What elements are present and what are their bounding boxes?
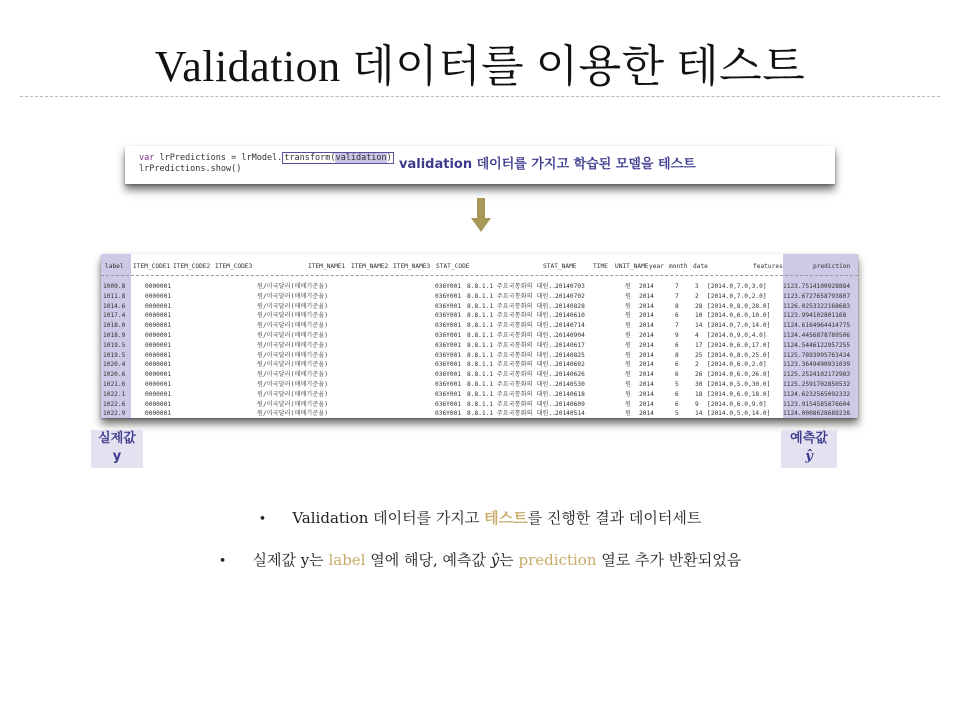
- slide-title: Validation 데이터를 이용한 테스트: [154, 42, 806, 91]
- bullet2-prediction-word: prediction: [518, 551, 597, 569]
- table-cell-prediction: 1125.7893995763434: [783, 351, 851, 359]
- table-cell-label: 1019.5: [103, 341, 126, 349]
- table-cell-sc: 036Y001: [435, 351, 462, 359]
- table-row: [103, 341, 858, 351]
- table-cell-year: 2014: [639, 322, 654, 330]
- table-cell-label: 1021.6: [103, 381, 126, 388]
- table-cell-month: 7: [675, 283, 679, 290]
- table-cell-year: 2014: [639, 332, 654, 339]
- table-cell-c1: 0000001: [145, 283, 172, 290]
- table-row: [103, 400, 858, 410]
- code-line2: lrPredictions.show(): [139, 164, 242, 174]
- table-cell-date: 3: [695, 283, 699, 290]
- table-cell-sn: 8.8.1.1 주요국통화의 대원...: [467, 341, 560, 349]
- table-cell-c1: 0000001: [145, 400, 172, 408]
- table-cell-unit: 원: [625, 361, 631, 369]
- table-cell-date: 30: [695, 381, 703, 388]
- table-cell-month: 6: [675, 400, 679, 408]
- table-cell-month: 5: [675, 381, 679, 388]
- table-cell-n1: 원/미국달러(매매기준율): [257, 400, 328, 408]
- bullet-point-2: [0, 549, 960, 570]
- table-cell-prediction: 1126.0253322168683: [783, 302, 851, 310]
- column-header: year: [649, 263, 664, 270]
- bullet1-text-a: Validation 데이터를 가지고: [292, 509, 485, 527]
- predicted-value-text: 예측값: [790, 431, 828, 446]
- table-cell-date: 9: [695, 400, 699, 408]
- table-row: [103, 351, 858, 361]
- table-cell-sc: 036Y001: [435, 341, 462, 349]
- table-cell-c1: 0000001: [145, 361, 172, 369]
- table-cell-sc: 036Y001: [435, 410, 462, 418]
- column-header: features: [753, 263, 783, 270]
- table-cell-year: 2014: [639, 351, 654, 359]
- table-cell-features: [2014.0,5.0,30.0]: [707, 381, 771, 388]
- table-cell-sc: 036Y001: [435, 361, 462, 369]
- table-cell-n1: 원/미국달러(매매기준율): [257, 292, 328, 300]
- table-cell-prediction: 1124.6164964414775: [783, 322, 851, 330]
- bullet2-yhat: ŷ: [490, 551, 500, 569]
- bullet2-label-word: label: [328, 551, 366, 569]
- table-cell-prediction: 1123.7514100928884: [783, 283, 851, 290]
- table-cell-sc: 036Y001: [435, 371, 462, 379]
- table-cell-year: 2014: [639, 410, 654, 418]
- table-cell-year: 2014: [639, 371, 654, 379]
- table-cell-date: 18: [695, 390, 703, 398]
- table-cell-sn: 8.8.1.1 주요국통화의 대원...: [467, 390, 560, 398]
- bullet1-highlight: 테스트: [484, 509, 528, 527]
- table-cell-features: [2014.0,6.0,2.0]: [707, 361, 767, 369]
- table-row: [103, 321, 858, 331]
- table-cell-unit: 원: [625, 312, 631, 320]
- table-cell-label: 1020.4: [103, 361, 126, 369]
- column-header: ITEM_NAME3: [393, 263, 431, 270]
- table-cell-sn: 8.8.1.1 주요국통화의 대원...: [467, 371, 560, 379]
- column-header: ITEM_CODE1: [133, 263, 171, 270]
- table-cell-time: 20140514: [555, 410, 585, 418]
- table-cell-unit: 원: [625, 302, 631, 310]
- table-cell-n1: 원/미국달러(매매기준율): [257, 361, 328, 369]
- table-cell-sn: 8.8.1.1 주요국통화의 대원...: [467, 312, 560, 320]
- table-cell-month: 7: [675, 322, 679, 330]
- table-cell-features: [2014.0,7.0,3.0]: [707, 283, 767, 290]
- bullet-marker: •: [218, 554, 227, 569]
- table-cell-month: 8: [675, 302, 679, 310]
- table-cell-features: [2014.0,8.0,25.0]: [707, 351, 771, 359]
- table-cell-unit: 원: [625, 390, 631, 398]
- table-cell-features: [2014.0,8.0,28.0]: [707, 302, 771, 310]
- table-cell-time: 20140702: [555, 292, 585, 300]
- code-transform-call: transform(: [284, 153, 336, 163]
- table-cell-n1: 원/미국달러(매매기준율): [257, 371, 328, 379]
- table-cell-date: 26: [695, 371, 703, 379]
- table-cell-sn: 8.8.1.1 주요국통화의 대원...: [467, 361, 560, 369]
- table-cell-label: 1020.6: [103, 371, 126, 379]
- table-cell-c1: 0000001: [145, 322, 172, 330]
- bullet1-text-c: 를 진행한 결과 데이터세트: [527, 509, 702, 527]
- table-cell-time: 20140609: [555, 400, 585, 408]
- table-cell-label: 1011.8: [103, 292, 126, 300]
- code-snippet-panel: [125, 146, 835, 184]
- table-cell-label: 1018.0: [103, 322, 126, 330]
- table-cell-label: 1014.6: [103, 302, 126, 310]
- table-cell-prediction: 1125.2524102172983: [783, 371, 851, 379]
- table-row: [103, 282, 858, 292]
- table-cell-features: [2014.0,6.0,10.0]: [707, 312, 771, 320]
- table-cell-date: 28: [695, 302, 703, 310]
- table-cell-month: 6: [675, 312, 679, 320]
- table-cell-n1: 원/미국달러(매매기준율): [257, 283, 328, 290]
- table-cell-time: 20140828: [555, 302, 585, 310]
- column-header: UNIT_NAME: [615, 263, 649, 270]
- column-header: label: [105, 263, 124, 270]
- table-cell-features: [2014.0,6.0,9.0]: [707, 400, 767, 408]
- table-cell-year: 2014: [639, 292, 654, 300]
- table-cell-c1: 0000001: [145, 312, 172, 320]
- table-row: [103, 311, 858, 321]
- table-cell-date: 10: [695, 312, 703, 320]
- table-cell-date: 2: [695, 361, 699, 369]
- table-cell-month: 7: [675, 292, 679, 300]
- table-cell-prediction: 1123.3649490931039: [783, 361, 851, 369]
- table-row: [103, 302, 858, 312]
- table-cell-unit: 원: [625, 400, 631, 408]
- table-cell-date: 4: [695, 332, 699, 339]
- table-cell-sn: 8.8.1.1 주요국통화의 대원...: [467, 410, 560, 418]
- table-cell-unit: 원: [625, 322, 631, 330]
- table-row: [103, 380, 858, 390]
- table-header-row: [103, 262, 858, 272]
- table-cell-c1: 0000001: [145, 381, 172, 388]
- table-cell-year: 2014: [639, 400, 654, 408]
- table-cell-features: [2014.0,9.0,4.0]: [707, 332, 767, 339]
- table-cell-c1: 0000001: [145, 332, 172, 339]
- bullet2-text-g: 열로 추가 반환되었음: [596, 551, 742, 569]
- table-cell-prediction: 1124.5446122957255: [783, 341, 851, 349]
- table-cell-month: 6: [675, 341, 679, 349]
- code-paren: ): [386, 153, 392, 163]
- table-cell-date: 17: [695, 341, 703, 349]
- table-cell-label: 1017.4: [103, 312, 126, 320]
- table-cell-prediction: 1125.2591702850532: [783, 381, 851, 388]
- table-cell-time: 20140610: [555, 312, 585, 320]
- actual-value-text: 실제값: [98, 431, 136, 446]
- code-line1-text: lrPredictions = lrModel.: [154, 153, 283, 163]
- table-cell-prediction: 1123.9154585876604: [783, 400, 851, 408]
- column-header: TIME: [593, 263, 608, 270]
- actual-value-symbol: y: [112, 449, 122, 464]
- table-cell-month: 9: [675, 332, 679, 339]
- table-cell-n1: 원/미국달러(매매기준율): [257, 312, 328, 320]
- table-cell-year: 2014: [639, 283, 654, 290]
- table-cell-label: 1022.6: [103, 400, 126, 408]
- table-cell-n1: 원/미국달러(매매기준율): [257, 302, 328, 310]
- table-cell-features: [2014.0,6.0,17.0]: [707, 341, 771, 349]
- table-cell-c1: 0000001: [145, 351, 172, 359]
- table-cell-n1: 원/미국달러(매매기준율): [257, 390, 328, 398]
- table-cell-sc: 036Y001: [435, 332, 462, 339]
- table-cell-date: 14: [695, 322, 703, 330]
- table-cell-c1: 0000001: [145, 341, 172, 349]
- table-cell-label: 1009.8: [103, 283, 126, 290]
- column-header: ITEM_CODE2: [173, 263, 211, 270]
- table-cell-sn: 8.8.1.1 주요국통화의 대원...: [467, 351, 560, 359]
- table-cell-year: 2014: [639, 361, 654, 369]
- column-header: date: [693, 263, 708, 270]
- table-cell-n1: 원/미국달러(매매기준율): [257, 332, 328, 339]
- table-cell-label: 1018.9: [103, 332, 126, 339]
- table-cell-sc: 036Y001: [435, 283, 462, 290]
- code-caption: validation 데이터를 가지고 학습된 모델을 테스트: [399, 157, 696, 172]
- table-cell-features: [2014.0,5.0,14.0]: [707, 410, 771, 418]
- title-divider: [20, 96, 940, 97]
- table-cell-sc: 036Y001: [435, 302, 462, 310]
- code-highlight-box: [282, 152, 394, 164]
- table-cell-month: 6: [675, 390, 679, 398]
- column-header: ITEM_NAME2: [351, 263, 389, 270]
- table-cell-time: 20140530: [555, 381, 585, 388]
- bullet2-text-c: 열에 해당, 예측값: [365, 551, 491, 569]
- table-cell-c1: 0000001: [145, 371, 172, 379]
- table-cell-features: [2014.0,7.0,2.0]: [707, 292, 767, 300]
- table-cell-sc: 036Y001: [435, 390, 462, 398]
- bullet2-text-e: 는: [499, 551, 519, 569]
- table-cell-time: 20140904: [555, 332, 585, 339]
- table-cell-sn: 8.8.1.1 주요국통화의 대원...: [467, 332, 560, 339]
- table-cell-sc: 036Y001: [435, 381, 462, 388]
- table-cell-features: [2014.0,7.0,14.0]: [707, 322, 771, 330]
- table-cell-sn: 8.8.1.1 주요국통화의 대원...: [467, 292, 560, 300]
- bullet-point-1: [0, 507, 960, 528]
- table-cell-prediction: 1124.0008628689238: [783, 410, 851, 418]
- table-cell-date: 2: [695, 292, 699, 300]
- table-cell-unit: 원: [625, 292, 631, 300]
- table-cell-sc: 036Y001: [435, 312, 462, 320]
- table-cell-n1: 원/미국달러(매매기준율): [257, 341, 328, 349]
- column-header: STAT_NAME: [543, 263, 577, 270]
- table-cell-time: 20140825: [555, 351, 585, 359]
- table-row: [103, 331, 858, 341]
- table-cell-sc: 036Y001: [435, 322, 462, 330]
- table-cell-label: 1022.1: [103, 390, 126, 398]
- table-cell-unit: 원: [625, 341, 631, 349]
- table-cell-sn: 8.8.1.1 주요국통화의 대원...: [467, 400, 560, 408]
- table-cell-unit: 원: [625, 332, 631, 339]
- table-cell-n1: 원/미국달러(매매기준율): [257, 351, 328, 359]
- code-block: [139, 153, 394, 175]
- table-cell-time: 20140626: [555, 371, 585, 379]
- table-cell-n1: 원/미국달러(매매기준율): [257, 322, 328, 330]
- table-cell-sc: 036Y001: [435, 292, 462, 300]
- table-cell-features: [2014.0,6.0,18.0]: [707, 390, 771, 398]
- bullet-marker: •: [258, 512, 267, 527]
- table-cell-unit: 원: [625, 381, 631, 388]
- table-cell-prediction: 1124.4456878789506: [783, 332, 851, 339]
- table-cell-sn: 8.8.1.1 주요국통화의 대원...: [467, 302, 560, 310]
- table-cell-time: 20140617: [555, 341, 585, 349]
- table-cell-unit: 원: [625, 371, 631, 379]
- table-row: [103, 390, 858, 400]
- table-cell-year: 2014: [639, 381, 654, 388]
- table-cell-year: 2014: [639, 341, 654, 349]
- code-keyword: var: [139, 153, 155, 163]
- table-cell-sn: 8.8.1.1 주요국통화의 대원...: [467, 322, 560, 330]
- column-header: prediction: [813, 263, 851, 270]
- table-cell-n1: 원/미국달러(매매기준율): [257, 381, 328, 388]
- predictions-table: [101, 254, 858, 418]
- table-cell-unit: 원: [625, 410, 631, 418]
- predicted-value-symbol: ŷ: [805, 449, 813, 464]
- bullet2-text-a: 실제값 y는: [252, 551, 329, 569]
- table-cell-n1: 원/미국달러(매매기준율): [257, 410, 328, 418]
- table-cell-sn: 8.8.1.1 주요국통화의 대원...: [467, 283, 560, 290]
- table-cell-c1: 0000001: [145, 390, 172, 398]
- table-cell-year: 2014: [639, 302, 654, 310]
- table-cell-time: 20140714: [555, 322, 585, 330]
- table-cell-month: 8: [675, 351, 679, 359]
- table-cell-c1: 0000001: [145, 410, 172, 418]
- column-header: ITEM_CODE3: [215, 263, 253, 270]
- table-cell-time: 20140602: [555, 361, 585, 369]
- table-cell-label: 1019.5: [103, 351, 126, 359]
- table-cell-c1: 0000001: [145, 292, 172, 300]
- table-row: [103, 409, 858, 418]
- table-cell-month: 5: [675, 410, 679, 418]
- table-cell-prediction: 1124.6232565092332: [783, 390, 851, 398]
- table-cell-month: 6: [675, 371, 679, 379]
- predicted-value-label: [781, 430, 837, 468]
- table-cell-date: 14: [695, 410, 703, 418]
- table-cell-label: 1022.9: [103, 410, 126, 418]
- table-row: [103, 360, 858, 370]
- table-cell-year: 2014: [639, 390, 654, 398]
- table-cell-time: 20140703: [555, 283, 585, 290]
- down-arrow-icon: [470, 198, 492, 234]
- table-cell-unit: 원: [625, 283, 631, 290]
- table-cell-prediction: 1123.994102801168: [783, 312, 847, 320]
- table-cell-prediction: 1123.6727658793807: [783, 292, 851, 300]
- table-cell-month: 6: [675, 361, 679, 369]
- table-cell-features: [2014.0,6.0,26.0]: [707, 371, 771, 379]
- table-cell-date: 25: [695, 351, 703, 359]
- table-row: [103, 370, 858, 380]
- actual-value-label: [91, 430, 143, 468]
- table-header-separator: [101, 275, 858, 276]
- column-header: ITEM_NAME1: [308, 263, 346, 270]
- table-cell-sc: 036Y001: [435, 400, 462, 408]
- code-validation-arg: validation: [335, 153, 387, 163]
- column-header: STAT_CODE: [436, 263, 470, 270]
- table-cell-c1: 0000001: [145, 302, 172, 310]
- table-cell-sn: 8.8.1.1 주요국통화의 대원...: [467, 381, 560, 388]
- table-row: [103, 292, 858, 302]
- table-cell-unit: 원: [625, 351, 631, 359]
- table-cell-time: 20140618: [555, 390, 585, 398]
- column-header: month: [669, 263, 688, 270]
- table-cell-year: 2014: [639, 312, 654, 320]
